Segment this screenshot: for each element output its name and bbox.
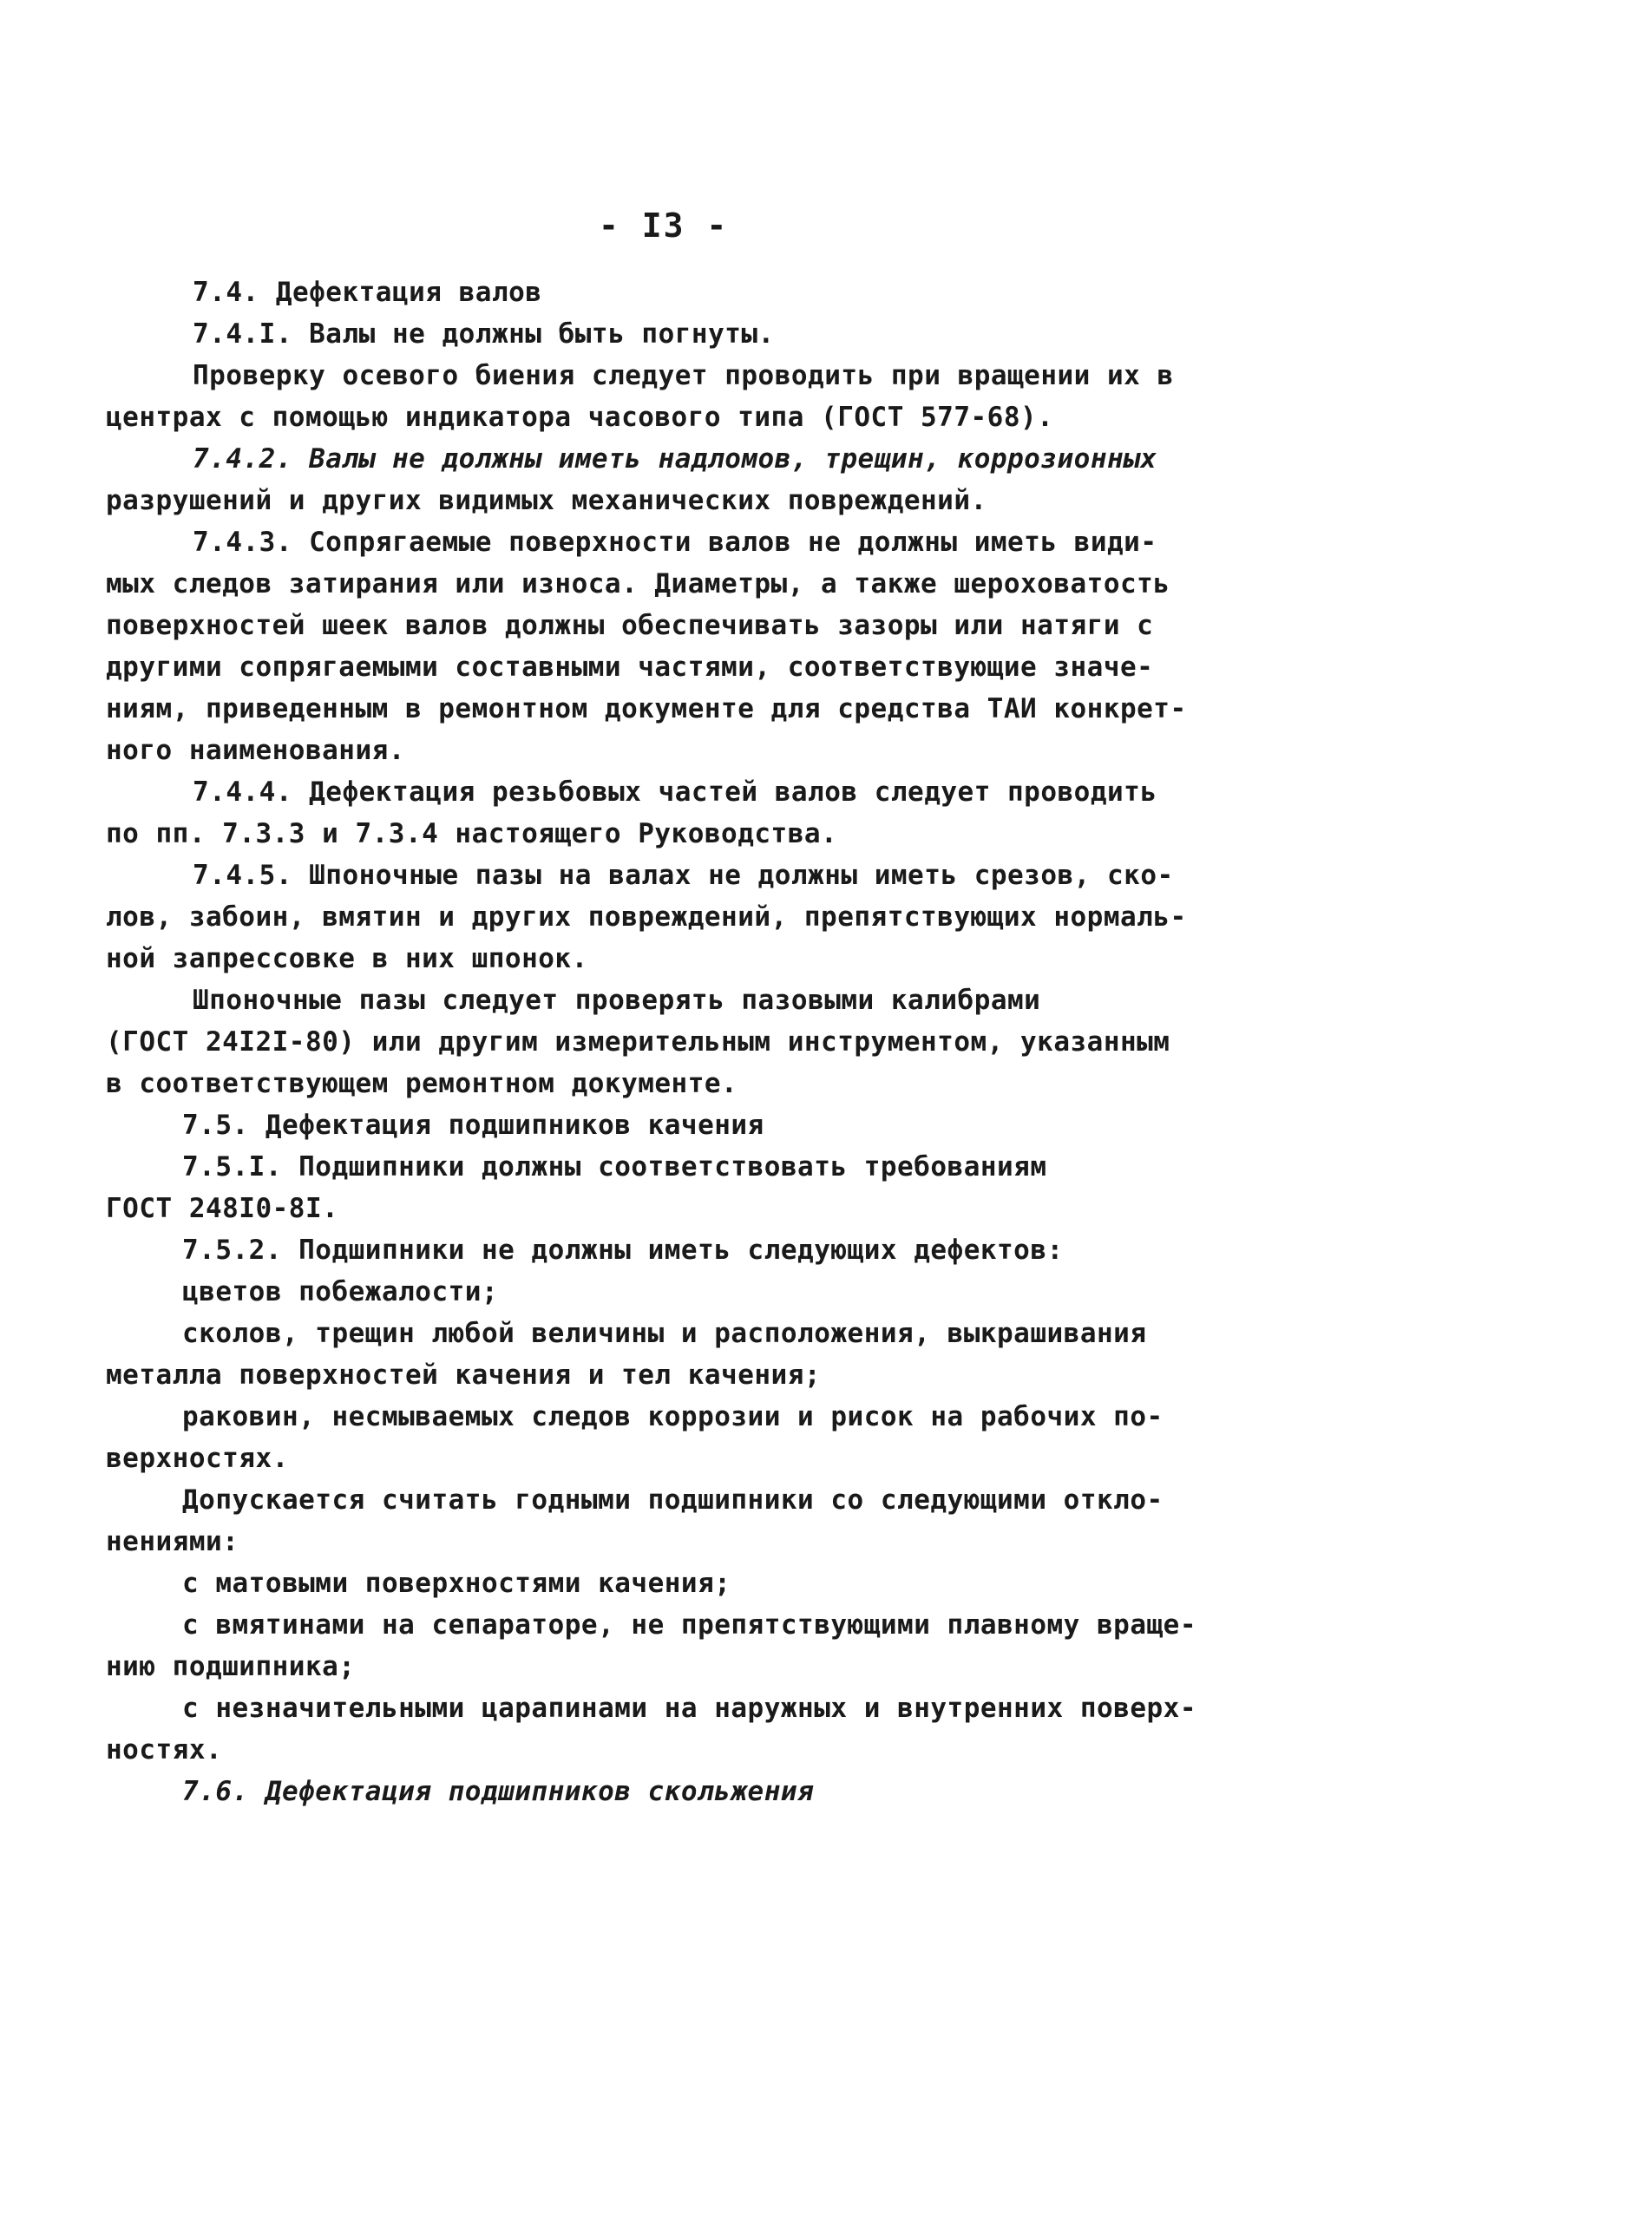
text-line: по пп. 7.3.3 и 7.3.4 настоящего Руководства.: [106, 818, 838, 849]
text-line: нию подшипника;: [106, 1651, 356, 1682]
text-line: цветов побежалости;: [182, 1276, 499, 1307]
section-heading-7-6: 7.6. Дефектация подшипников скольжения: [182, 1776, 815, 1807]
text-line: ной запрессовке в них шпонок.: [106, 943, 588, 974]
text-line: 7.4.3. Сопрягаемые поверхности валов не должны иметь види-: [193, 527, 1157, 558]
text-line: в соответствующем ремонтном документе.: [106, 1068, 738, 1099]
text-line: ГОСТ 248I0-8I.: [106, 1193, 339, 1224]
text-line: Проверку осевого биения следует проводить при вращении их в: [193, 360, 1174, 391]
text-line: разрушений и других видимых механических повреждений.: [106, 485, 987, 516]
text-line: другими сопрягаемыми составными частями, соответствующие значе-: [106, 652, 1154, 683]
text-line: Шпоночные пазы следует проверять пазовыми калибрами: [193, 985, 1041, 1016]
text-line: ностях.: [106, 1734, 223, 1766]
text-line: (ГОСТ 24I2I-80) или другим измерительным инструментом, указанным: [106, 1026, 1170, 1058]
text-line: нениями:: [106, 1526, 239, 1557]
text-line: 7.4.5. Шпоночные пазы на валах не должны иметь срезов, ско-: [193, 860, 1174, 891]
text-line: 7.5.I. Подшипники должны соответствовать требованиям: [182, 1151, 1047, 1183]
text-line: 7.4.2. Валы не должны иметь надломов, трещин, коррозионных: [193, 443, 1157, 475]
section-heading-7-4: 7.4. Дефектация валов: [193, 277, 542, 308]
text-line: поверхностей шеек валов должны обеспечивать зазоры или натяги с: [106, 610, 1154, 641]
text-line: раковин, несмываемых следов коррозии и рисок на рабочих по-: [182, 1401, 1164, 1432]
text-line: с незначительными царапинами на наружных и внутренних поверх-: [182, 1693, 1196, 1724]
text-line: центрах с помощью индикатора часового типа (ГОСТ 577-68).: [106, 402, 1054, 433]
text-line: 7.5.2. Подшипники не должны иметь следующих дефектов:: [182, 1235, 1064, 1266]
text-line: ного наименования.: [106, 735, 405, 766]
text-line: 7.4.I. Валы не должны быть погнуты.: [193, 318, 775, 350]
text-line: лов, забоин, вмятин и других повреждений, препятствующих нормаль-: [106, 901, 1187, 933]
page-number: - I3 -: [599, 206, 729, 245]
section-heading-7-5: 7.5. Дефектация подшипников качения: [182, 1110, 764, 1141]
text-line: Допускается считать годными подшипники со следующими откло-: [182, 1484, 1164, 1516]
text-line: с матовыми поверхностями качения;: [182, 1568, 731, 1599]
text-line: ниям, приведенным в ремонтном документе для средства ТАИ конкрет-: [106, 693, 1187, 724]
text-line: металла поверхностей качения и тел качения;: [106, 1359, 822, 1391]
text-line: 7.4.4. Дефектация резьбовых частей валов следует проводить: [193, 776, 1157, 808]
text-line: сколов, трещин любой величины и расположения, выкрашивания: [182, 1318, 1147, 1349]
text-line: мых следов затирания или износа. Диаметры, а также шероховатость: [106, 568, 1170, 599]
text-line: верхностях.: [106, 1443, 289, 1474]
text-line: с вмятинами на сепараторе, не препятствующими плавному враще-: [182, 1609, 1196, 1641]
